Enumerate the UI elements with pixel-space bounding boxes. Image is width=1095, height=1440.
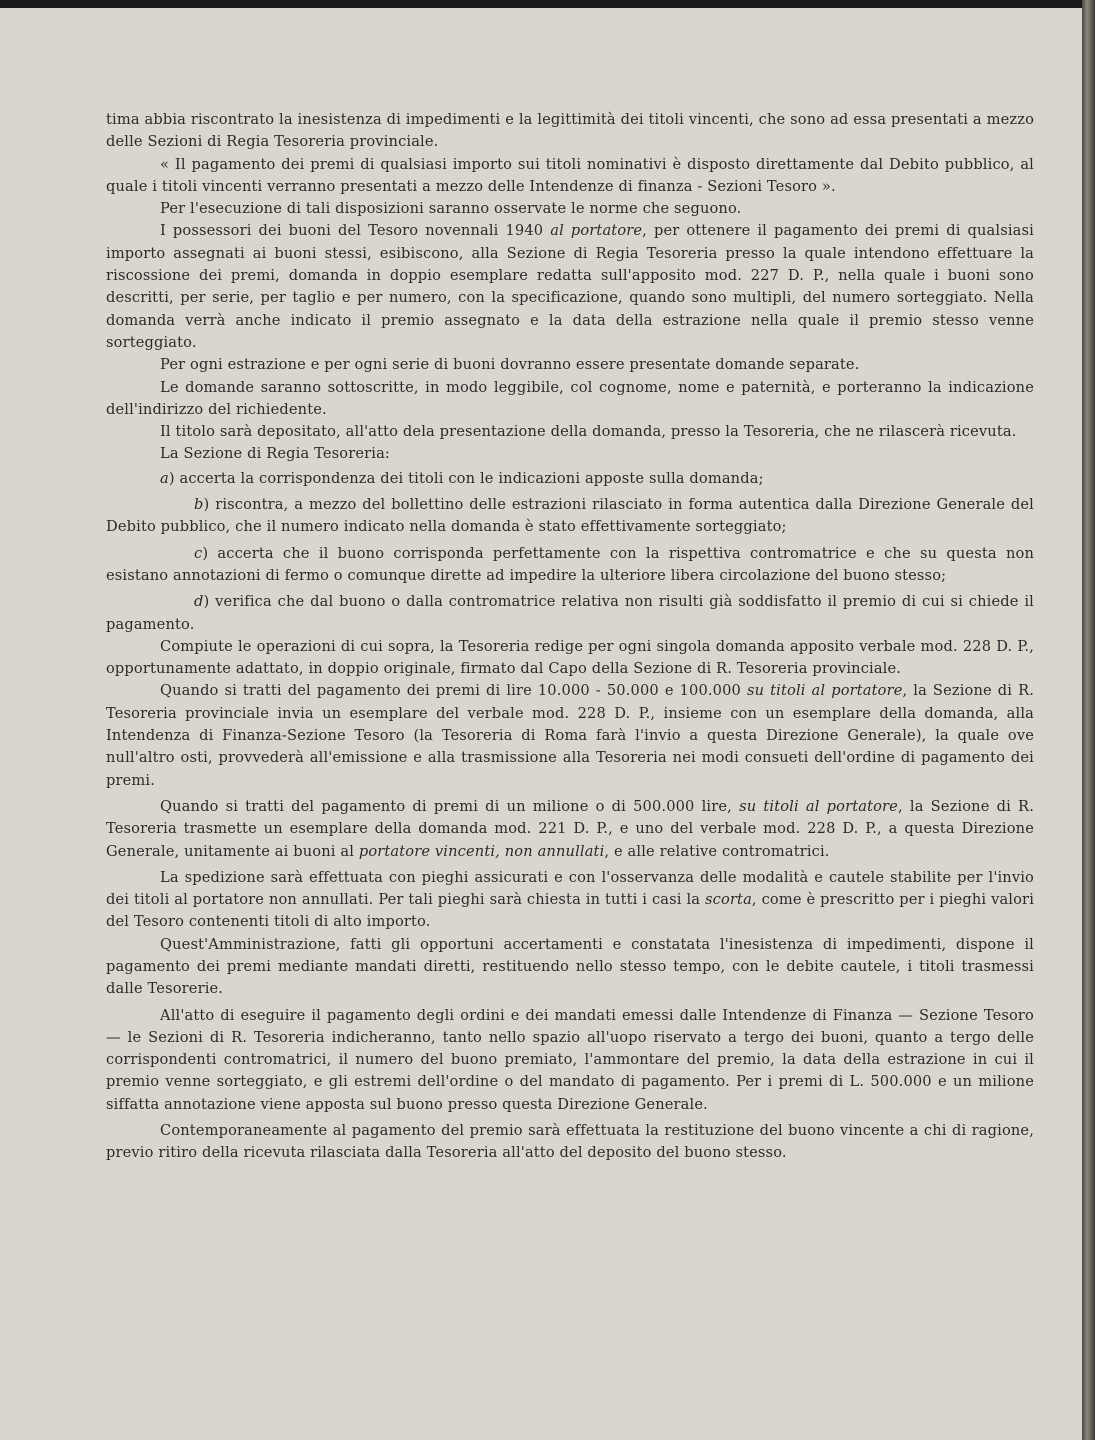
paragraph-11 — [106, 796, 1034, 863]
text-run: Per ogni estrazione e per ogni serie di buoni dovranno essere presentate domande separate. — [160, 356, 860, 374]
text-run: , la Sezione di R. Tesoreria provinciale invia un esemplare del verbale mod. 228 D. P., insieme con un esemplare della domanda, alla Intendenza di Finanza-Sezione Tesoro (la Tesoreria di Roma farà l'invio a questa Direzione Generale), la quale ove null'altro osti, provvederà all'emissione e alla trasmissione alla Tesoreria nei modi consueti dell'ordine di pagamento dei premi. — [106, 682, 1034, 789]
italic-run: su titoli al portatore — [739, 797, 898, 815]
paragraph-8 — [106, 443, 1034, 465]
text-run: tima abbia riscontrato la inesistenza di impedimenti e la legittimità dei titoli vincenti, che sono ad essa presentati a mezzo delle Sezioni di Regia Tesoreria provinciale. — [106, 111, 1034, 151]
italic-run: c — [194, 544, 203, 562]
paragraph-5 — [106, 354, 1034, 376]
text-run: Le domande saranno sottoscritte, in modo leggibile, col cognome, nome e paternità, e porteranno la indicazione dell'indirizzo del richiedente. — [106, 378, 1034, 418]
paragraph-12 — [106, 867, 1034, 934]
paragraph-14 — [106, 1005, 1034, 1116]
paragraph-4 — [106, 220, 1034, 354]
text-run: , la Sezione di R. Tesoreria trasmette un esemplare della domanda mod. 221 D. P., e uno del verbale mod. 228 D. P., a questa Direzione Generale, unitamente ai buoni al — [106, 797, 1034, 860]
text-run: , e alle relative contromatrici. — [604, 842, 830, 860]
text-run: Contemporaneamente al pagamento del premio sarà effettuata la restituzione del buono vincente a chi di ragione, previo ritiro della ricevuta rilasciata dalla Tesoreria all'atto del deposito del buono stesso. — [106, 1122, 1034, 1162]
list-item-d — [106, 591, 1034, 636]
italic-run: portatore vincenti, non annullati — [358, 842, 605, 860]
paragraph-9 — [106, 636, 1034, 681]
text-run: Quest'Amministrazione, fatti gli opportuni accertamenti e constatata l'inesistenza di impedimenti, dispone il pagamento dei premi mediante mandati diretti, restituendo nello stesso tempo, con le debite cautele, i titoli trasmessi dalle Tesorerie. — [106, 935, 1034, 998]
italic-run: su titoli al portatore — [746, 682, 903, 700]
page-edge — [1082, 0, 1095, 1440]
text-run: Il titolo sarà depositato, all'atto dela presentazione della domanda, presso la Tesoreria, che ne rilascerà ricevuta. — [160, 423, 1017, 441]
paragraph-6 — [106, 377, 1034, 422]
text-run: ) riscontra, a mezzo del bollettino delle estrazioni rilasciato in forma autentica dalla Direzione Generale del Debito pubblico, che il numero indicato nella domanda è stato effettivamente sorteggiato; — [106, 496, 1034, 536]
italic-run: scorta — [705, 891, 752, 909]
list-item-c — [106, 543, 1034, 588]
text-run: Per l'esecuzione di tali disposizioni saranno osservate le norme che seguono. — [160, 200, 742, 218]
text-run: « Il pagamento dei premi di qualsiasi importo sui titoli nominativi è disposto direttamente dal Debito pubblico, al quale i titoli vincenti verranno presentati a mezzo delle Intendenze di finanza - Sezioni Tesoro ». — [106, 155, 1034, 195]
paragraph-15 — [106, 1120, 1034, 1165]
paragraph-10 — [106, 680, 1034, 791]
text-run: , per ottenere il pagamento dei premi di qualsiasi importo assegnati ai buoni stessi, esibiscono, alla Sezione di Regia Tesoreria presso la quale intendono effettuare la riscossione dei premi, domanda in doppio esemplare redatta sull'apposito mod. 227 D. P., nella quale i buoni sono descritti, per serie, per taglio e per numero, con la specificazione, quando sono multipli, del numero sorteggiato. Nella domanda verrà anche indicato il premio assegnato e la data della estrazione nella quale il premio stesso venne sorteggiato. — [106, 222, 1034, 351]
italic-run: b — [194, 496, 204, 514]
text-run: , come è prescritto per i pieghi valori del Tesoro contenenti titoli di alto importo. — [106, 891, 1035, 931]
list-item-a — [106, 468, 1034, 490]
paragraph-7 — [106, 421, 1034, 443]
text-run: La Sezione di Regia Tesoreria: — [160, 445, 390, 463]
italic-run: al portatore — [550, 222, 643, 240]
list-item-b — [106, 494, 1034, 539]
paragraph-3 — [106, 198, 1034, 220]
paragraph-13 — [106, 934, 1034, 1001]
paragraph-1 — [106, 109, 1034, 154]
document-page — [0, 8, 1082, 1440]
body-text — [106, 109, 1034, 1165]
text-run: ) accerta la corrispondenza dei titoli con le indicazioni apposte sulla domanda; — [168, 469, 764, 487]
text-run: Quando si tratti del pagamento dei premi di lire 10.000 - 50.000 e 100.000 — [160, 682, 747, 700]
text-run: Quando si tratti del pagamento di premi di un milione o di 500.000 lire, — [160, 797, 740, 815]
paragraph-2 — [106, 154, 1034, 199]
text-run: Compiute le operazioni di cui sopra, la Tesoreria redige per ogni singola domanda apposito verbale mod. 228 D. P., opportunamente adattato, in doppio originale, firmato dal Capo della Sezione di R. Tesoreria provinciale. — [106, 637, 1034, 678]
italic-run: a — [160, 469, 169, 487]
text-run: I possessori dei buoni del Tesoro novennali 1940 — [160, 222, 551, 240]
text-run: La spedizione sarà effettuata con pieghi assicurati e con l'osservanza delle modalità e cautele stabilite per l'invio dei titoli al portatore non annullati. Per tali pieghi sarà chiesta in tutti i casi la — [106, 868, 1034, 909]
text-run: All'atto di eseguire il pagamento degli ordini e dei mandati emessi dalle Intendenze di Finanza — Sezione Tesoro — le Sezioni di R. Tesoreria indicheranno, tanto nello spazio all'uopo riservato a tergo dei buoni, quanto a tergo delle corrispondenti contromatrici, il numero del buono premiato, l'ammontare del premio, la data della estrazione in cui il premio venne sorteggiato, e gli estremi dell'ordine o del mandato di pagamento. Per i premi di L. 500.000 e un milione siffatta annotazione viene apposta sul buono presso questa Direzione Generale. — [106, 1006, 1034, 1113]
text-run: ) accerta che il buono corrisponda perfettamente con la rispettiva contromatrice e che su questa non esistano annotazioni di fermo o comunque dirette ad impedire la ulteriore libera circolazione del buono stesso; — [106, 544, 1034, 584]
italic-run: d — [194, 593, 204, 611]
text-run: ) verifica che dal buono o dalla contromatrice relativa non risulti già soddisfatto il premio di cui si chiede il pagamento. — [106, 593, 1034, 633]
